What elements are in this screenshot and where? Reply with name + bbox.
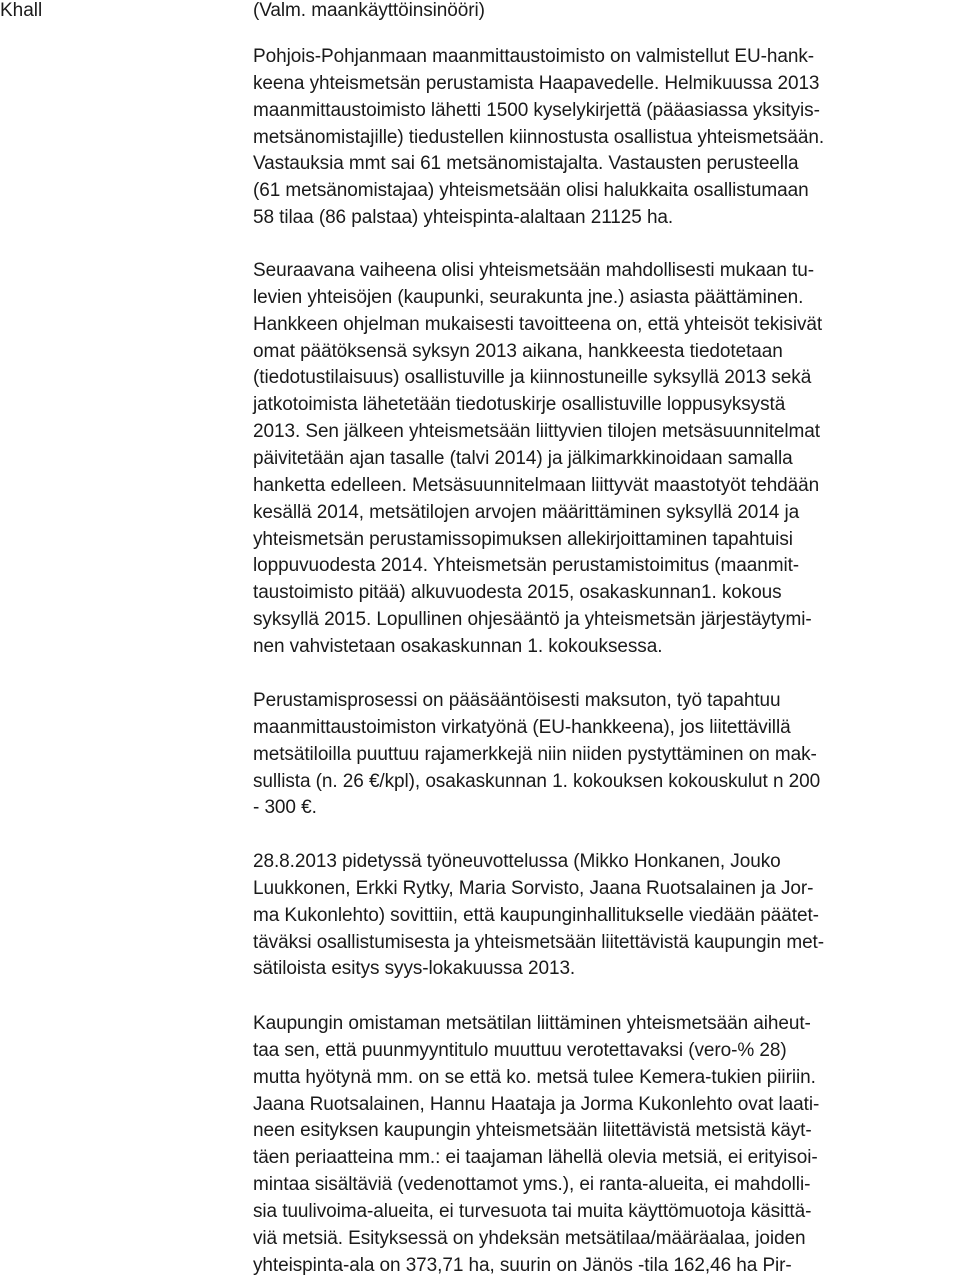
paragraph-2-line: hanketta edelleen. Metsäsuunnitelmaan liittyvät maastotyöt tehdään [253,475,820,496]
paragraph-2-line: jatkotoimista lähetetään tiedotuskirje osallistuville loppusyksystä [253,394,786,415]
paragraph-5-line: sia tuulivoima-alueita, ei turvesuota tai muita käyttömuotoja käsittä- [253,1201,812,1222]
paragraph-2-line: päivitetään ajan tasalle (talvi 2014) ja jälkimarkkinoidaan samalla [253,448,793,469]
paragraph-1-line: 58 tilaa (86 palstaa) yhteispinta-alaltaan 21125 ha. [253,207,674,228]
paragraph-3-line: sullista (n. 26 €/kpl), osakaskunnan 1. kokouksen kokouskulut n 200 [253,771,821,792]
paragraph-2-line: 2013. Sen jälkeen yhteismetsään liittyvien tilojen metsäsuunnitelmat [253,421,820,442]
paragraph-2-line: taustoimisto pitää) alkuvuodesta 2015, osakaskunnan1. kokous [253,582,782,603]
paragraph-1-line: maanmittaustoimisto lähetti 1500 kyselykirjettä (pääasiassa yksityis- [253,100,820,121]
paragraph-4-line: sätiloista esitys syys-lokakuussa 2013. [253,958,576,979]
paragraph-5-line: mintaa sisältäviä (vedenottamot yms.), ei ranta-alueita, ei mahdolli- [253,1174,811,1195]
paragraph-2-line: kesällä 2014, metsätilojen arvojen määrittäminen syksyllä 2014 ja [253,502,800,523]
paragraph-1-line: Pohjois-Pohjanmaan maanmittaustoimisto on valmistellut EU-hank- [253,46,814,67]
paragraph-3-line: metsätiloilla puuttuu rajamerkkejä niin niiden pystyttäminen on mak- [253,744,817,765]
paragraph-5-line: neen esityksen kaupungin yhteismetsään liitettävistä metsistä käyt- [253,1120,812,1141]
paragraph-5-line: taa sen, että puunmyyntitulo muuttuu verotettavaksi (vero-% 28) [253,1040,787,1061]
paragraph-2-line: Seuraavana vaiheena olisi yhteismetsään mahdollisesti mukaan tu- [253,260,814,281]
paragraph-1-line: Vastauksia mmt sai 61 metsänomistajalta. Vastausten perusteella [253,153,799,174]
paragraph-2-line: syksyllä 2015. Lopullinen ohjesääntö ja yhteismetsän järjestäytymi- [253,609,812,630]
paragraph-1-line: (61 metsänomistajaa) yhteismetsään olisi halukkaita osallistumaan [253,180,809,201]
paragraph-3-line: maanmittaustoimiston virkatyönä (EU-hankkeena), jos liitettävillä [253,717,791,738]
paragraph-2-line: Hankkeen ohjelman mukaisesti tavoitteena on, että yhteisöt tekisivät [253,314,823,335]
paragraph-5-line: yhteispinta-ala on 373,71 ha, suurin on Jänös -tila 162,46 ha Pir- [253,1255,792,1276]
paragraph-3-line: Perustamisprosessi on pääsääntöisesti maksuton, työ tapahtuu [253,690,781,711]
paragraph-5-line: Jaana Ruotsalainen, Hannu Haataja ja Jorma Kukonlehto ovat laati- [253,1094,820,1115]
paragraph-5-line: täen periaatteina mm.: ei taajaman lähellä olevia metsiä, ei erityisoi- [253,1147,818,1168]
paragraph-5-line: viä metsiä. Esityksessä on yhdeksän metsätilaa/määräalaa, joiden [253,1228,806,1249]
paragraph-5-line: mutta hyötynä mm. on se että ko. metsä tulee Kemera-tukien piiriin. [253,1067,816,1088]
paragraph-5-line: Kaupungin omistaman metsätilan liittäminen yhteismetsään aiheut- [253,1013,811,1034]
paragraph-2-line: yhteismetsän perustamissopimuksen allekirjoittaminen tapahtuisi [253,529,793,550]
paragraph-2-line: levien yhteisöjen (kaupunki, seurakunta jne.) asiasta päättäminen. [253,287,804,308]
paragraph-2-line: omat päätöksensä syksyn 2013 aikana, hankkeesta tiedotetaan [253,341,783,362]
document-heading: (Valm. maankäyttöinsinööri) [253,0,485,21]
paragraph-4-line: täväksi osallistumisesta ja yhteismetsään liitettävistä kaupungin met- [253,932,824,953]
paragraph-2-line: (tiedotustilaisuus) osallistuville ja kiinnostuneille syksyllä 2013 sekä [253,367,812,388]
paragraph-1-line: metsänomistajille) tiedustellen kiinnostusta osallistua yhteismetsään. [253,127,825,148]
paragraph-1-line: keena yhteismetsän perustamista Haapavedelle. Helmikuussa 2013 [253,73,820,94]
paragraph-4-line: 28.8.2013 pidetyssä työneuvottelussa (Mikko Honkanen, Jouko [253,851,781,872]
paragraph-4-line: Luukkonen, Erkki Rytky, Maria Sorvisto, Jaana Ruotsalainen ja Jor- [253,878,814,899]
paragraph-2-line: loppuvuodesta 2014. Yhteismetsän perustamistoimitus (maanmit- [253,555,800,576]
margin-label: Khall [0,0,43,21]
paragraph-4-line: ma Kukonlehto) sovittiin, että kaupunginhallitukselle viedään päätet- [253,905,819,926]
paragraph-2-line: nen vahvistetaan osakaskunnan 1. kokouksessa. [253,636,663,657]
paragraph-3-line: - 300 €. [253,797,317,818]
